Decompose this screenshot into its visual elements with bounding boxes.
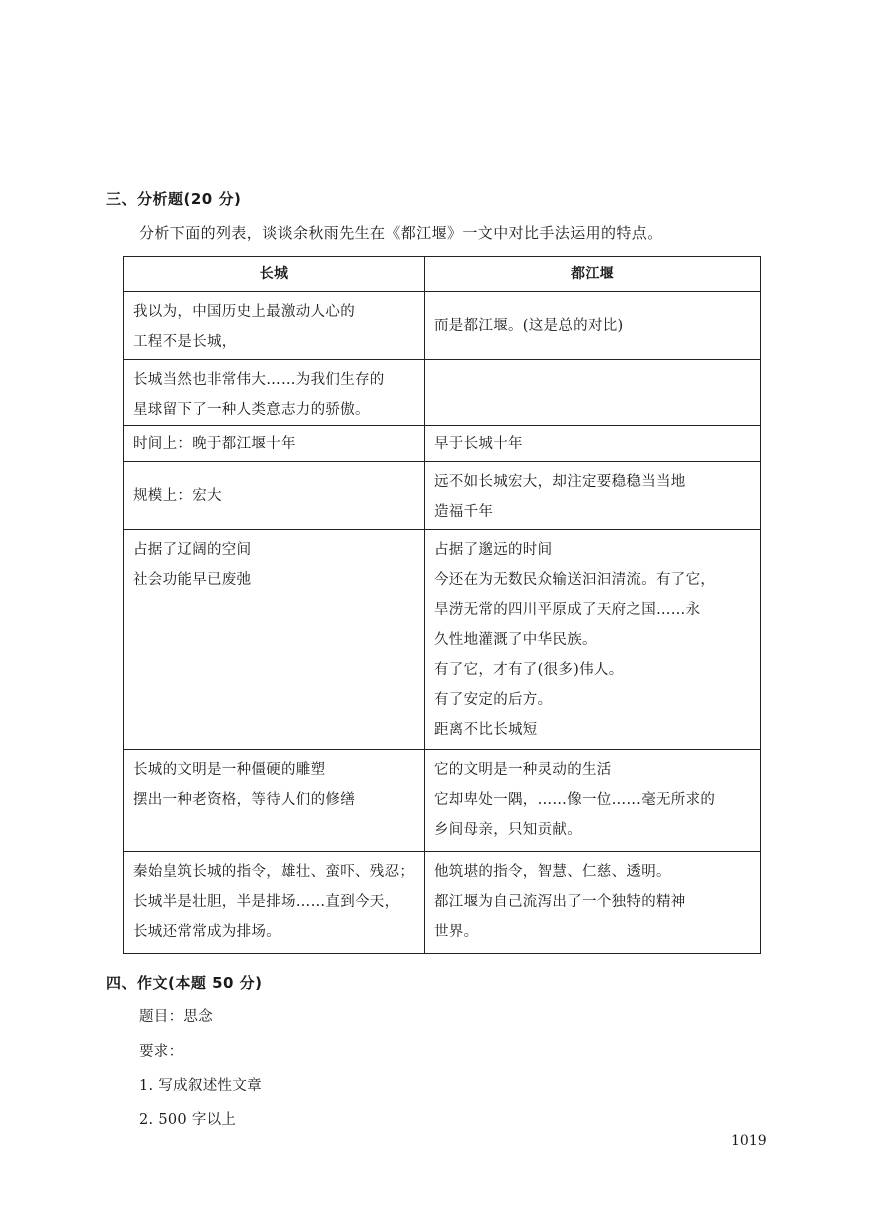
cell-line: 它的文明是一种灵动的生活 bbox=[434, 762, 612, 778]
header-dujiangyan: 都江堰 bbox=[425, 257, 761, 292]
table-cell-right bbox=[425, 530, 761, 750]
cell-line: 世界。 bbox=[434, 924, 479, 940]
table-row bbox=[124, 530, 761, 750]
section4-heading: 四、作文(本题 50 分) bbox=[106, 974, 263, 992]
cell-line: 造福千年 bbox=[434, 504, 494, 520]
table-cell-right bbox=[425, 360, 761, 426]
essay-requirement-item: 1. 写成叙述性文章 bbox=[139, 1078, 262, 1094]
table-cell-right bbox=[425, 750, 761, 852]
table-cell-left bbox=[124, 462, 425, 530]
cell-line: 长城当然也非常伟大……为我们生存的 bbox=[133, 372, 385, 388]
cell-line: 占据了邈远的时间 bbox=[434, 542, 553, 558]
table-row bbox=[124, 360, 761, 426]
cell-line: 乡间母亲，只知贡献。 bbox=[434, 822, 582, 838]
cell-line: 社会功能早已废弛 bbox=[133, 572, 252, 588]
table-cell-right bbox=[425, 852, 761, 954]
table-header-row bbox=[124, 257, 761, 292]
table-cell-right bbox=[425, 462, 761, 530]
cell-line: 它却卑处一隅，……像一位……毫无所求的 bbox=[434, 792, 716, 808]
table-row bbox=[124, 750, 761, 852]
cell-line: 有了它，才有了(很多)伟人。 bbox=[434, 662, 624, 678]
cell-line: 他筑堪的指令，智慧、仁慈、透明。 bbox=[434, 864, 671, 880]
cell-line: 规模上：宏大 bbox=[133, 487, 222, 504]
cell-line: 距离不比长城短 bbox=[434, 722, 538, 738]
comparison-table bbox=[123, 256, 761, 954]
cell-line: 长城的文明是一种僵硬的雕塑 bbox=[133, 762, 326, 778]
essay-requirements-label: 要求： bbox=[139, 1044, 184, 1060]
table-cell-left bbox=[124, 750, 425, 852]
essay-requirement-item: 2. 500 字以上 bbox=[139, 1112, 237, 1128]
cell-line: 旱涝无常的四川平原成了天府之国……永 bbox=[434, 602, 701, 618]
cell-line: 长城还常常成为排场。 bbox=[133, 924, 281, 940]
table-cell-left bbox=[124, 292, 425, 360]
cell-line: 星球留下了一种人类意志力的骄傲。 bbox=[133, 402, 370, 418]
cell-line: 有了安定的后方。 bbox=[434, 692, 553, 708]
table-row bbox=[124, 462, 761, 530]
cell-line: 摆出一种老资格，等待人们的修缮 bbox=[133, 792, 355, 808]
table-cell-right bbox=[425, 292, 761, 360]
section3-prompt: 分析下面的列表，谈谈余秋雨先生在《都江堰》一文中对比手法运用的特点。 bbox=[139, 224, 663, 242]
cell-line: 久性地灌溉了中华民族。 bbox=[434, 632, 597, 648]
cell-line: 我以为，中国历史上最激动人心的 bbox=[133, 304, 355, 320]
table-cell-left bbox=[124, 360, 425, 426]
cell-line: 而是都江堰。(这是总的对比) bbox=[434, 317, 624, 334]
page-number: 1019 bbox=[731, 1133, 767, 1149]
cell-line: 远不如长城宏大，却注定要稳稳当当地 bbox=[434, 474, 686, 490]
cell-line: 工程不是长城， bbox=[133, 334, 237, 350]
cell-line: 长城半是壮胆，半是排场……直到今天， bbox=[133, 894, 400, 910]
table-cell-right bbox=[425, 426, 761, 462]
table-row bbox=[124, 852, 761, 954]
cell-line: 秦始皇筑长城的指令，雄壮、蛮吓、残忍； bbox=[133, 864, 415, 880]
cell-line: 今还在为无数民众输送汩汩清流。有了它， bbox=[434, 572, 716, 588]
table-row bbox=[124, 292, 761, 360]
cell-line: 占据了辽阔的空间 bbox=[133, 542, 252, 558]
table-cell-left bbox=[124, 852, 425, 954]
essay-topic: 题目：思念 bbox=[139, 1009, 213, 1025]
table-cell-left bbox=[124, 530, 425, 750]
header-great-wall: 长城 bbox=[124, 257, 425, 292]
section3-heading: 三、分析题(20 分) bbox=[106, 190, 242, 208]
cell-line: 时间上：晚于都江堰十年 bbox=[133, 435, 296, 452]
cell-line: 早于长城十年 bbox=[434, 435, 523, 452]
cell-line: 都江堰为自己流泻出了一个独特的精神 bbox=[434, 894, 686, 910]
table-cell-left bbox=[124, 426, 425, 462]
table-row bbox=[124, 426, 761, 462]
